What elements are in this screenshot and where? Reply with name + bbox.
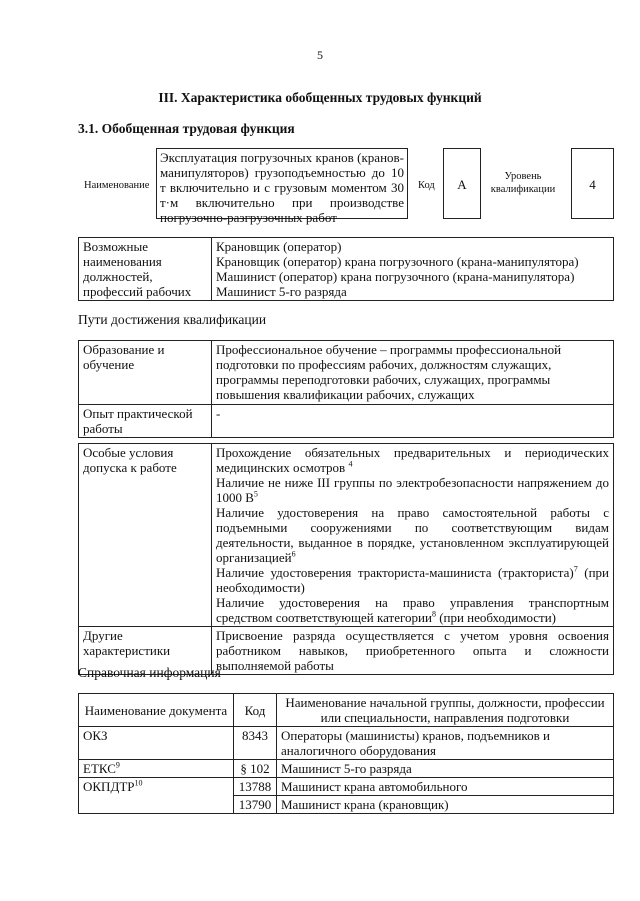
education-text: Профессиональное обучение – программы профессиональной подготовки по профессиям рабочих, должностям служащих, программы переподготовки рабочих, служащих, программы повышения квалификации рабочих, служащих <box>212 341 614 405</box>
ref-header-doc: Наименование документа <box>79 694 234 727</box>
function-name: Эксплуатация погрузочных кранов (кранов-манипуляторов) грузоподъемностью до 10 т включительно и с грузовым моментом 30 т·м включительно при производстве погрузочно-разгрузочных работ <box>156 148 408 219</box>
ref-doc: ЕТКС$^9$ <box>79 760 234 778</box>
condition-item: Наличие удостоверения тракториста-машиниста (тракториста)$^7$ (при необходимости) <box>216 564 609 595</box>
position-item: Машинист 5-го разряда <box>216 284 347 299</box>
experience-label: Опыт практической работы <box>79 405 212 438</box>
conditions-label: Особые условия допуска к работе <box>79 444 212 627</box>
conditions-table <box>78 443 614 675</box>
reference-title: Справочная информация <box>78 665 221 680</box>
education-table <box>78 340 614 438</box>
ref-doc: ОКПДТР$^{10}$ <box>79 778 234 814</box>
level-label: Уровень квалификации <box>490 171 556 195</box>
table-row <box>79 727 614 760</box>
condition-item: Наличие удостоверения на право самостоятельной работы с подъемными сооружениями по соответствующим видам деятельности, выданное в порядке, установленном эксплуатирующей организацией$^6$ <box>216 505 609 565</box>
condition-item: Наличие не ниже III группы по электробезопасности напряжением до 1000 $В^5$ <box>216 475 609 505</box>
reference-table <box>78 693 614 814</box>
ref-code: § 102 <box>234 760 277 778</box>
position-item: Машинист (оператор) крана погрузочного (крана-манипулятора) <box>216 269 575 284</box>
ref-header-name: Наименование начальной группы, должности, профессии или специальности, направления подготовки <box>277 694 614 727</box>
code-value: А <box>443 148 481 219</box>
name-label: Наименование <box>84 180 150 191</box>
conditions-list <box>212 444 614 627</box>
positions-label: Возможные наименования должностей, профессий рабочих <box>79 238 212 301</box>
ref-header-code: Код <box>234 694 277 727</box>
other-label: Другие характеристики <box>79 627 212 675</box>
position-item: Крановщик (оператор) <box>216 239 342 254</box>
positions-table <box>78 237 614 301</box>
subsection-title: 3.1. Обобщенная трудовая функция <box>78 121 295 136</box>
ref-code: 8343 <box>234 727 277 760</box>
positions-list <box>212 238 614 301</box>
ref-name: Машинист крана (крановщик) <box>277 796 614 814</box>
ref-code: 13790 <box>234 796 277 814</box>
ref-name: Машинист крана автомобильного <box>277 778 614 796</box>
experience-text: - <box>212 405 614 438</box>
condition-item: Наличие удостоверения на право управления транспортным средством соответствующей категории$^8$ (при необходимости) <box>216 595 609 625</box>
level-value: 4 <box>571 148 614 219</box>
table-row <box>79 760 614 778</box>
section-title: III. Характеристика обобщенных трудовых функций <box>158 90 482 105</box>
page-number: 5 <box>317 48 323 62</box>
ref-name: Машинист 5-го разряда <box>277 760 614 778</box>
other-text: Присвоение разряда осуществляется с учетом уровня освоения работником навыков, приобретенного опыта и сложности выполняемой работы <box>212 627 614 675</box>
ref-code: 13788 <box>234 778 277 796</box>
position-item: Крановщик (оператор) крана погрузочного (крана-манипулятора) <box>216 254 579 269</box>
education-label: Образование и обучение <box>79 341 212 405</box>
code-label: Код <box>418 180 435 191</box>
ref-doc: ОКЗ <box>79 727 234 760</box>
paths-title: Пути достижения квалификации <box>78 312 267 327</box>
condition-item: Прохождение обязательных предварительных и периодических медицинских осмотров $^4$ <box>216 445 609 475</box>
ref-name: Операторы (машинисты) кранов, подъемников и аналогичного оборудования <box>277 727 614 760</box>
table-row <box>79 778 614 796</box>
